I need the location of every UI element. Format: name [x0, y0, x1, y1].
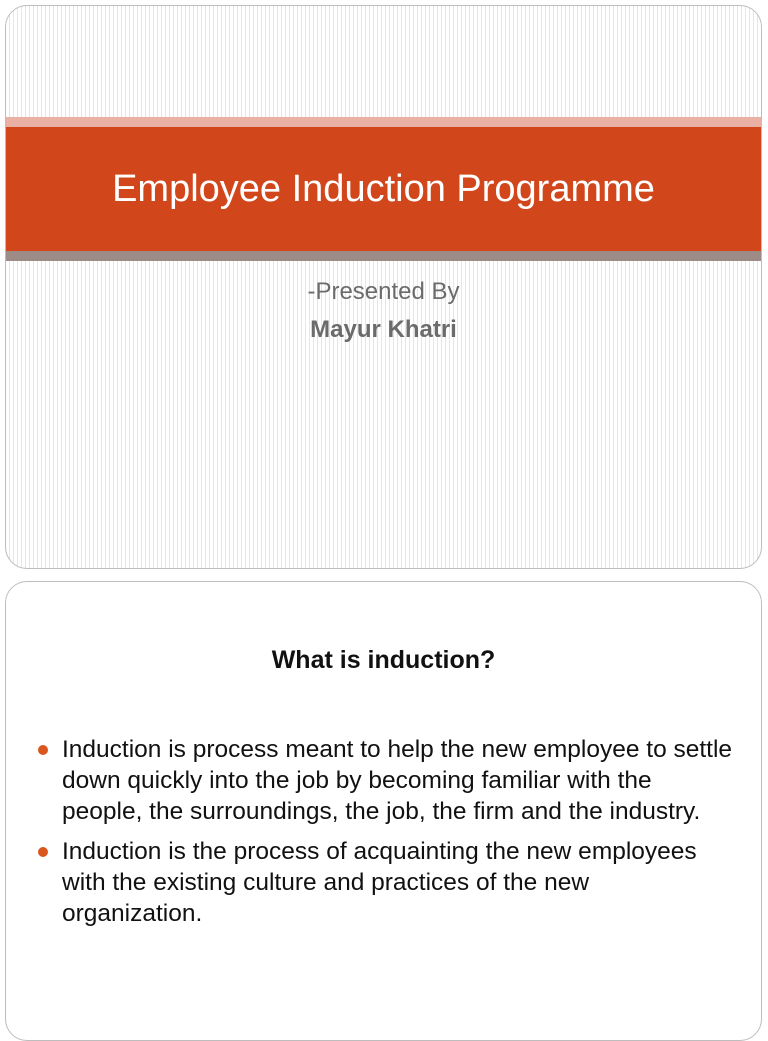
bullet-text: Induction is the process of acquainting the new employees with the existing culture and practices of the new organization.: [62, 838, 697, 927]
title-band-top-strip: [6, 117, 761, 127]
bullet-dot-icon: [38, 847, 48, 857]
bullet-item: [36, 836, 736, 929]
content-slide: [5, 581, 762, 1041]
presenter-name: Mayur Khatri: [310, 316, 457, 343]
presented-by-label: -Presented By: [307, 278, 460, 305]
bullet-list: [36, 734, 736, 938]
slide-title: Employee Induction Programme: [112, 167, 655, 210]
bullet-text: Induction is process meant to help the new employee to settle down quickly into the job by becoming familiar with the people, the surroundings, the job, the firm and the industry.: [62, 736, 733, 825]
slide-heading: What is induction?: [271, 646, 496, 674]
bullet-item: [36, 734, 736, 827]
bullet-dot-icon: [38, 745, 48, 755]
title-band-bottom-strip: [6, 251, 761, 261]
title-band: [6, 127, 761, 251]
title-slide: [5, 5, 762, 569]
